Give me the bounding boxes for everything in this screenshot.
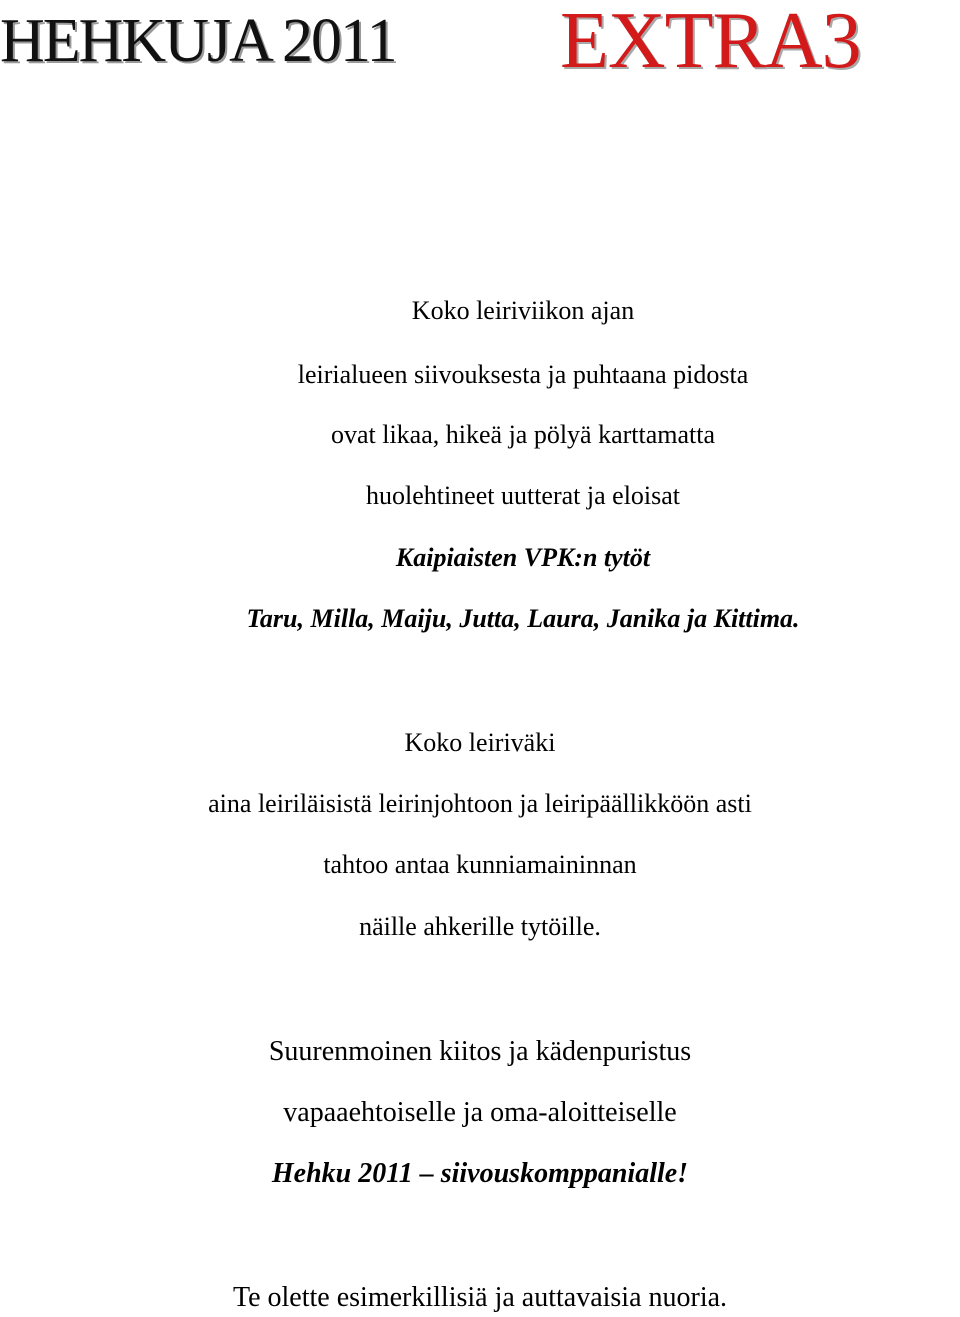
text-line — [0, 360, 960, 390]
extra-label: EXTRA3 — [560, 0, 861, 85]
text-line: tahtoo antaa kunniamaininnan — [323, 850, 637, 879]
document-title: HEHKUJA 2011 — [0, 7, 396, 75]
text-line — [0, 296, 960, 326]
text-line: Koko leiriväki — [404, 728, 556, 757]
team-name — [0, 543, 960, 573]
team-members-span: Taru, Milla, Maiju, Jutta, Laura, Janika ja Kittima. — [246, 604, 800, 633]
text-line: aina leiriläisistä leirinjohtoon ja leiripäällikköön asti — [208, 789, 752, 818]
document-header — [0, 0, 960, 100]
closing-line: Te olette esimerkillisiä ja auttavaisia nuoria. — [232, 1282, 728, 1313]
team-name-span: Kaipiaisten VPK:n tytöt — [395, 543, 651, 572]
text-line: näille ahkerille tytöille. — [359, 912, 601, 941]
text-line: Suurenmoinen kiitos ja kädenpuristus — [268, 1036, 692, 1067]
text-line — [0, 481, 960, 511]
thanks-highlight: Hehku 2011 – siivouskomppanialle! — [271, 1158, 689, 1189]
text-line-span: ovat likaa, hikeä ja pölyä karttamatta — [330, 420, 716, 449]
team-members — [0, 604, 960, 634]
text-line: vapaaehtoiselle ja oma-aloitteiselle — [283, 1097, 677, 1128]
text-line — [0, 420, 960, 450]
text-line-span: huolehtineet uutterat ja eloisat — [365, 481, 681, 510]
text-line-span: leirialueen siivouksesta ja puhtaana pidosta — [297, 360, 749, 389]
text-line-span: Koko leiriviikon ajan — [411, 296, 635, 325]
